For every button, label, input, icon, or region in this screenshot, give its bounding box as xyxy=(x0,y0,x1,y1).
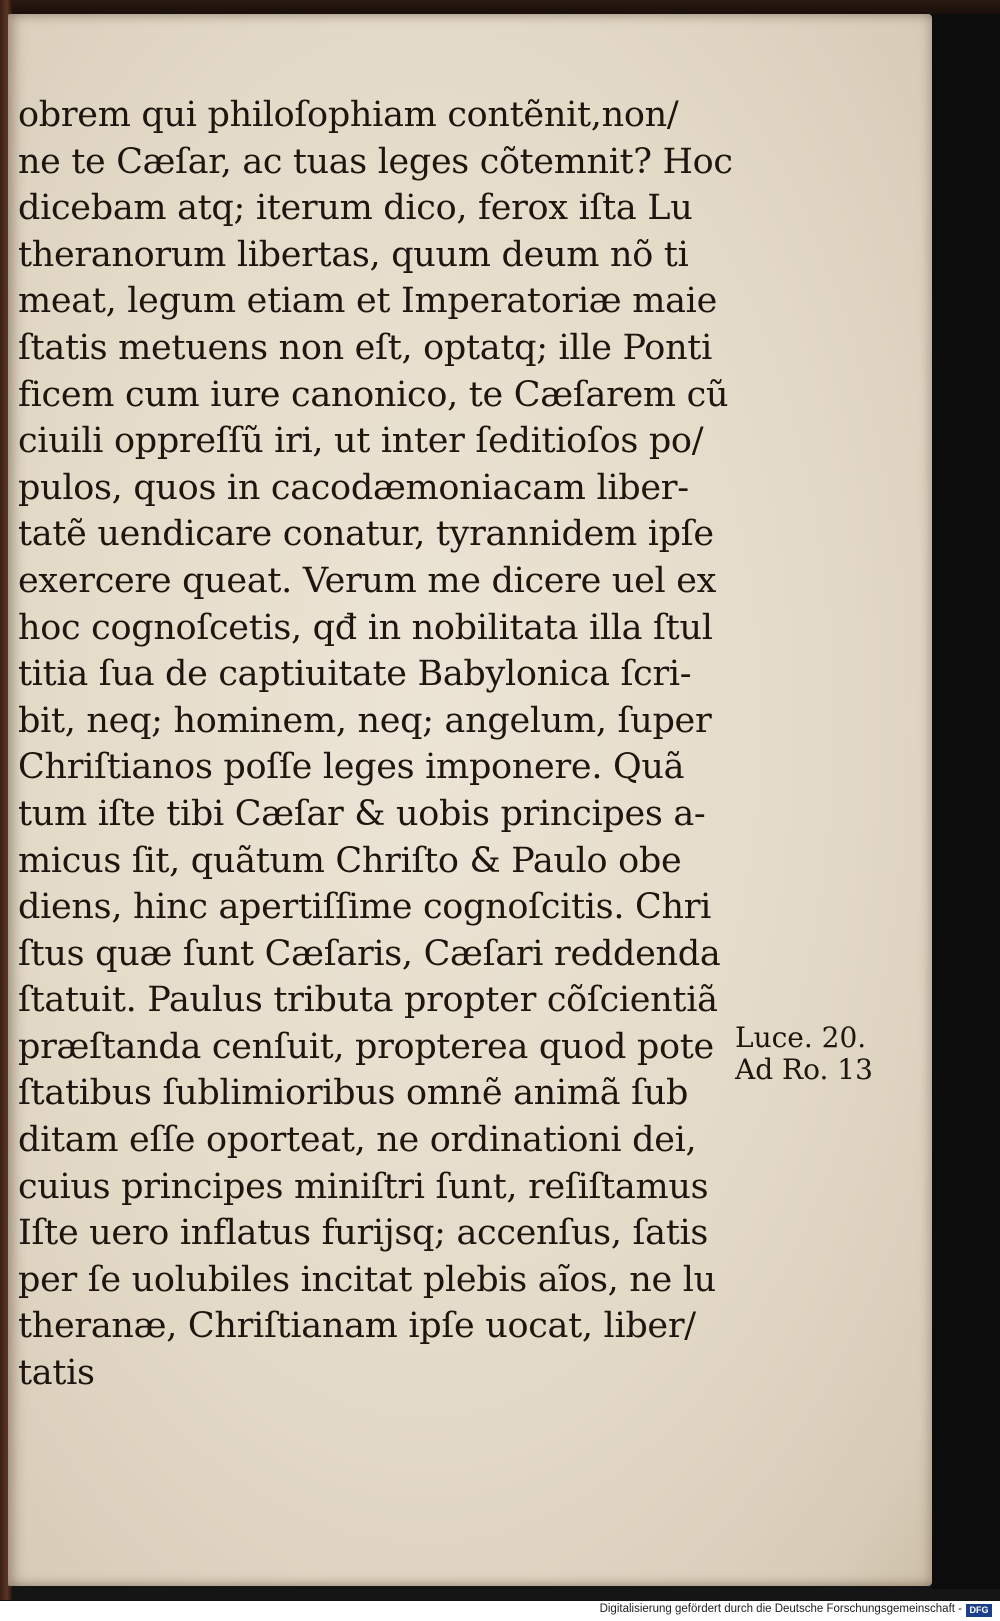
text-line: ſtatibus ſublimioribus omnẽ animã ſub xyxy=(18,1073,689,1114)
scan-background xyxy=(932,14,1000,1589)
text-line: ficem cum iure canonico, te Cæſarem cũ xyxy=(18,374,729,415)
catchword: tatis xyxy=(18,1353,95,1394)
text-line: dicebam atq; iterum dico, ferox iſta Lu xyxy=(18,188,693,229)
text-line: theranorum libertas, quum deum nõ ti xyxy=(18,234,689,275)
text-line: diens, hinc apertiſſime cognoſcitis. Chri xyxy=(18,887,712,928)
footer-bar xyxy=(0,1601,1000,1621)
text-line: præſtanda cenſuit, propterea quod pote xyxy=(18,1026,714,1067)
text-line: pulos, quos in cacodæmoniacam liber- xyxy=(18,467,689,508)
text-line: tum iſte tibi Cæſar & uobis principes a- xyxy=(18,793,706,834)
text-line: Chriſtianos poſſe leges imponere. Quã xyxy=(18,747,685,788)
text-line: ſtus quæ ſunt Cæſaris, Cæſari reddenda xyxy=(18,933,721,974)
text-line: micus ſit, quãtum Chriſto & Paulo obe xyxy=(18,840,682,881)
text-line: titia ſua de captiuitate Babylonica ſcri- xyxy=(18,654,692,695)
text-line: ſtatuit. Paulus tributa propter cõſcientiã xyxy=(18,980,718,1021)
text-line: bit, neq; hominem, neq; angelum, ſuper xyxy=(18,700,712,741)
margin-note-line: Luce. 20. xyxy=(735,1021,867,1054)
text-line: hoc cognoſcetis, qđ in nobilitata illa ſtul xyxy=(18,607,713,648)
text-line: ditam eſſe oporteat, ne ordinationi dei, xyxy=(18,1120,697,1161)
text-line: exercere queat. Verum me dicere uel ex xyxy=(18,560,717,601)
text-line: ciuili oppreſſũ iri, ut inter ſeditioſos po/ xyxy=(18,421,704,462)
margin-note xyxy=(735,1022,873,1086)
text-line: meat, legum etiam et Imperatoriæ maie xyxy=(18,281,717,322)
text-line: ne te Cæſar, ac tuas leges cõtemnit? Hoc xyxy=(18,141,733,182)
funding-credit: Digitalisierung gefördert durch die Deutsche Forschungsgemeinschaft - xyxy=(599,1603,962,1615)
dfg-logo: DFG xyxy=(966,1604,992,1617)
text-line: cuius principes miniſtri ſunt, reſiſtamus xyxy=(18,1166,709,1207)
text-line: theranæ, Chriſtianam ipſe uocat, liber/ xyxy=(18,1306,696,1347)
margin-note-line: Ad Ro. 13 xyxy=(735,1053,873,1086)
body-text xyxy=(18,92,738,1397)
text-line: per ſe uolubiles incitat plebis aĩos, ne lu xyxy=(18,1259,716,1300)
text-line: Iſte uero inflatus furijsq; accenſus, ſatis xyxy=(18,1213,709,1254)
text-line: tatẽ uendicare conatur, tyrannidem ipſe xyxy=(18,514,714,555)
text-line: ſtatis metuens non eſt, optatq; ille Ponti xyxy=(18,327,712,368)
text-line: obrem qui philoſophiam contẽnit,non/ xyxy=(18,95,679,135)
